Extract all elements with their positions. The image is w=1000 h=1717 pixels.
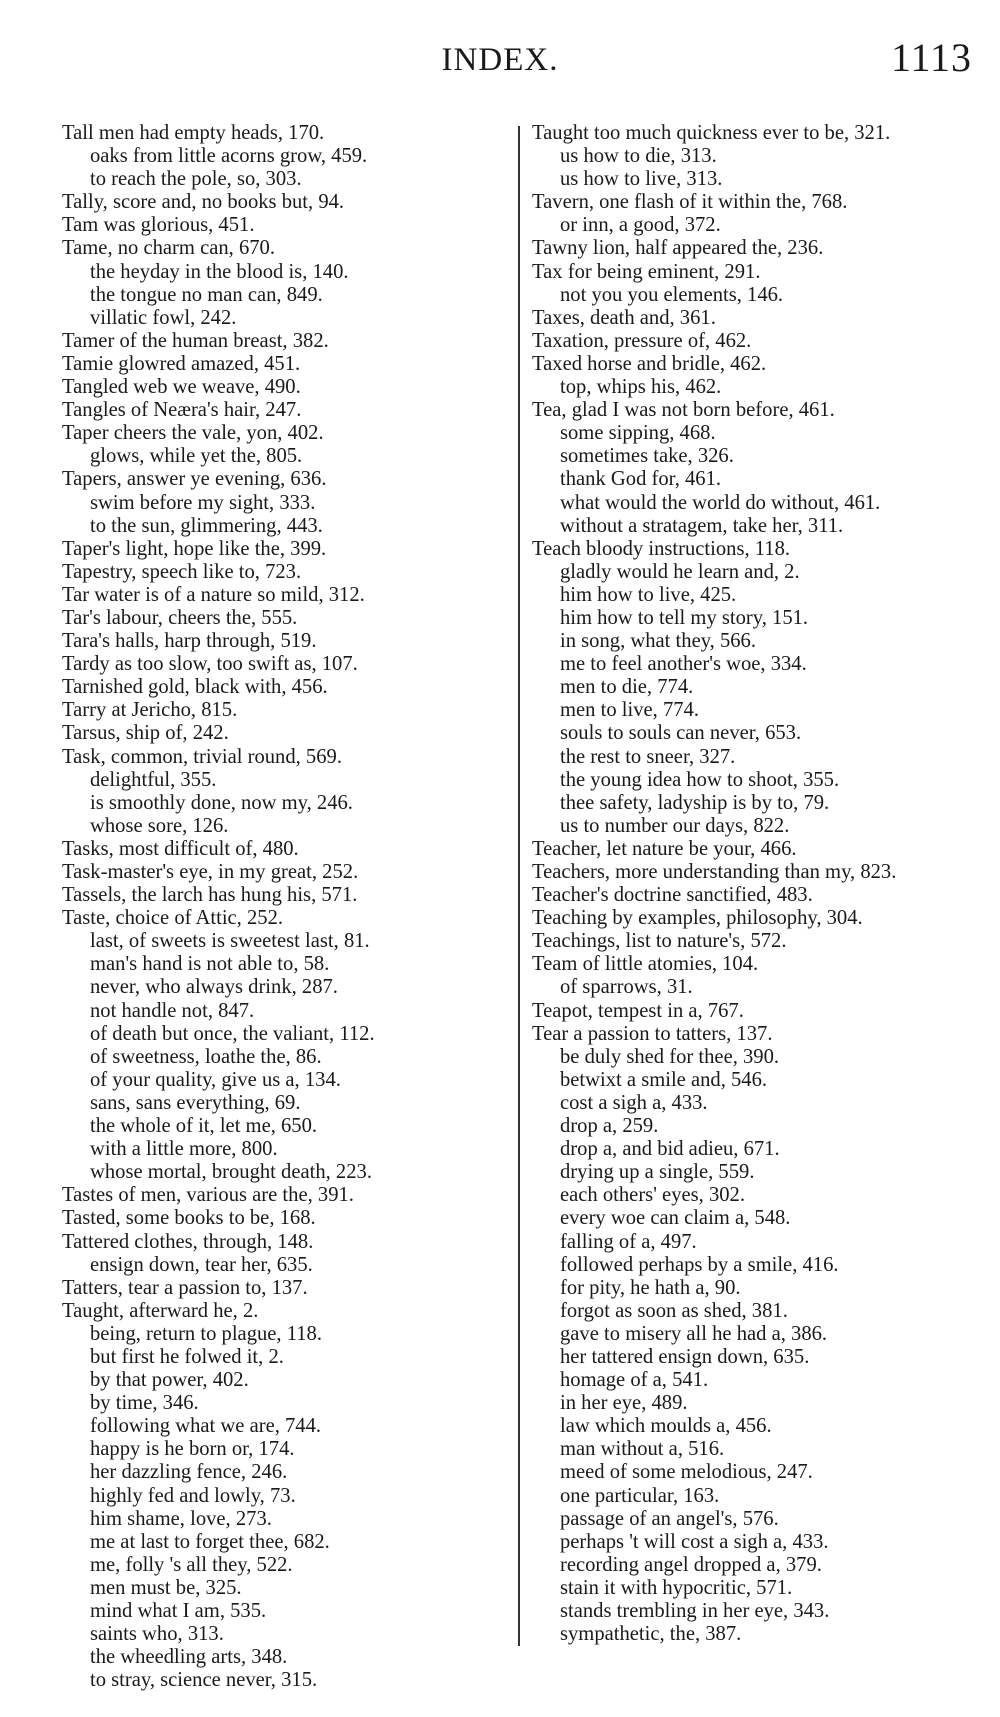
index-subentry: man's hand is not able to, 58. [90,953,330,976]
index-entry: Tar's labour, cheers the, 555. [62,606,298,629]
index-subentry: me to feel another's woe, 334. [560,653,807,676]
index-entry: Tavern, one flash of it within the, 768. [532,191,848,214]
index-entry: Teacher's doctrine sanctified, 483. [532,884,813,907]
index-entry: Tapestry, speech like to, 723. [62,560,302,583]
index-subentry: souls to souls can never, 653. [560,722,802,745]
index-entry: Teacher, let nature be your, 466. [532,837,797,860]
index-subentry: is smoothly done, now my, 246. [90,791,353,814]
index-subentry: the rest to sneer, 327. [560,745,736,768]
index-subentry: her dazzling fence, 246. [90,1461,288,1484]
index-entry: Taxed horse and bridle, 462. [532,352,767,375]
index-subentry: sometimes take, 326. [560,445,734,468]
index-subentry: drop a, 259. [560,1115,659,1138]
index-subentry: me at last to forget thee, 682. [90,1530,330,1553]
index-subentry: sympathetic, the, 387. [560,1623,742,1646]
index-subentry: us how to live, 313. [560,168,723,191]
index-subentry: him how to tell my story, 151. [560,606,809,629]
index-subentry: but first he folwed it, 2. [90,1345,284,1368]
index-entry: Taxes, death and, 361. [532,306,716,329]
index-entry: Taxation, pressure of, 462. [532,329,752,352]
index-subentry: following what we are, 744. [90,1415,322,1438]
page-number: 1113 [890,35,972,80]
index-subentry: gave to misery all he had a, 386. [560,1322,828,1345]
page-header [0,34,1000,86]
index-entry: Tarry at Jericho, 815. [62,699,238,722]
index-subentry: stain it with hypocritic, 571. [560,1576,793,1599]
index-subentry: each others' eyes, 302. [560,1184,745,1207]
index-subentry: homage of a, 541. [560,1369,709,1392]
index-subentry: every woe can claim a, 548. [560,1207,791,1230]
index-entry: Tall men had empty heads, 170. [62,122,325,144]
index-entry: Tam was glorious, 451. [62,214,255,237]
index-entry: Tangles of Neæra's hair, 247. [62,399,302,422]
index-entry: Teapot, tempest in a, 767. [532,999,744,1022]
index-entry: Taste, choice of Attic, 252. [62,907,284,930]
index-entry: Taught too much quickness ever to be, 321. [532,122,891,144]
index-subentry: followed perhaps by a smile, 416. [560,1253,839,1276]
index-subentry: by that power, 402. [90,1369,249,1392]
index-entry: Taper's light, hope like the, 399. [62,537,327,560]
index-subentry: one particular, 163. [560,1484,720,1507]
index-entry: Tally, score and, no books but, 94. [62,191,345,214]
index-entry: Task, common, trivial round, 569. [62,745,342,768]
index-entry: Tatters, tear a passion to, 137. [62,1276,308,1299]
index-subentry: in song, what they, 566. [560,630,757,653]
index-subentry: stands trembling in her eye, 343. [560,1600,830,1622]
index-subentry: villatic fowl, 242. [90,306,237,329]
index-subentry: top, whips his, 462. [560,376,722,399]
index-subentry: saints who, 313. [90,1623,224,1646]
index-subentry: her tattered ensign down, 635. [560,1345,810,1368]
index-subentry: in her eye, 489. [560,1392,688,1415]
index-subentry: me, folly 's all they, 522. [90,1553,293,1576]
index-entry: Tattered clothes, through, 148. [62,1230,314,1253]
index-subentry: being, return to plague, 118. [90,1322,323,1345]
index-subentry: some sipping, 468. [560,422,716,445]
index-entry: Tara's halls, harp through, 519. [62,630,317,653]
index-entry: Tangled web we weave, 490. [62,376,301,399]
index-subentry: the young idea how to shoot, 355. [560,768,840,791]
index-subentry: by time, 346. [90,1392,199,1415]
index-entry: Tar water is of a nature so mild, 312. [62,583,365,606]
index-subentry: drop a, and bid adieu, 671. [560,1138,780,1161]
index-subentry: not handle not, 847. [90,999,255,1022]
index-subentry: us to number our days, 822. [560,814,790,837]
index-entry: Teach bloody instructions, 118. [532,537,791,560]
index-subentry: law which moulds a, 456. [560,1415,772,1438]
index-subentry: to reach the pole, so, 303. [90,168,302,191]
index-subentry: be duly shed for thee, 390. [560,1045,780,1068]
index-entry: Tardy as too slow, too swift as, 107. [62,653,358,676]
index-subentry: or inn, a good, 372. [560,214,721,237]
index-subentry: thank God for, 461. [560,468,722,491]
index-subentry: without a stratagem, take her, 311. [560,514,844,537]
index-subentry: not you you elements, 146. [560,283,784,306]
index-subentry: us how to die, 313. [560,145,717,168]
index-column-right [532,122,972,1646]
index-subentry: perhaps 't will cost a sigh a, 433. [560,1530,829,1553]
index-subentry: swim before my sight, 333. [90,491,316,514]
index-subentry: to stray, science never, 315. [90,1669,318,1692]
index-subentry: last, of sweets is sweetest last, 81. [90,930,370,953]
index-subentry: men to die, 774. [560,676,694,699]
index-subentry: whose mortal, brought death, 223. [90,1161,372,1184]
index-subentry: what would the world do without, 461. [560,491,881,514]
index-entry: Taper cheers the vale, yon, 402. [62,422,324,445]
index-subentry: glows, while yet the, 805. [90,445,303,468]
index-entry: Tamie glowred amazed, 451. [62,352,301,375]
index-subentry: him shame, love, 273. [90,1507,272,1530]
index-subentry: the tongue no man can, 849. [90,283,323,306]
index-subentry: never, who always drink, 287. [90,976,338,999]
index-entry: Teaching by examples, philosophy, 304. [532,907,863,930]
index-entry: Tea, glad I was not born before, 461. [532,399,835,422]
index-subentry: oaks from little acorns grow, 459. [90,145,368,168]
index-subentry: betwixt a smile and, 546. [560,1068,768,1091]
index-subentry: man without a, 516. [560,1438,725,1461]
index-subentry: men to live, 774. [560,699,699,722]
index-entry: Teachings, list to nature's, 572. [532,930,787,953]
index-subentry: meed of some melodious, 247. [560,1461,813,1484]
index-entry: Teachers, more understanding than my, 823. [532,861,897,883]
column-divider [518,126,520,1646]
index-subentry: happy is he born or, 174. [90,1438,295,1461]
index-entry: Tawny lion, half appeared the, 236. [532,237,824,260]
index-subentry: with a little more, 800. [90,1138,278,1161]
index-subentry: of sparrows, 31. [560,976,693,999]
index-subentry: delightful, 355. [90,768,217,791]
index-subentry: of sweetness, loathe the, 86. [90,1045,322,1068]
index-subentry: the heyday in the blood is, 140. [90,260,349,283]
index-entry: Tasks, most difficult of, 480. [62,837,299,860]
index-entry: Tarnished gold, black with, 456. [62,676,328,699]
index-subentry: cost a sigh a, 433. [560,1091,708,1114]
index-entry: Tassels, the larch has hung his, 571. [62,884,358,907]
index-entry: Tamer of the human breast, 382. [62,329,329,352]
index-subentry: the wheedling arts, 348. [90,1646,288,1669]
index-subentry: whose sore, 126. [90,814,229,837]
index-column-left [62,122,517,1692]
index-entry: Task-master's eye, in my great, 252. [62,861,359,883]
index-subentry: drying up a single, 559. [560,1161,755,1184]
index-entry: Tapers, answer ye evening, 636. [62,468,327,491]
index-subentry: men must be, 325. [90,1576,242,1599]
index-subentry: passage of an angel's, 576. [560,1507,779,1530]
index-subentry: falling of a, 497. [560,1230,697,1253]
index-subentry: forgot as soon as shed, 381. [560,1299,788,1322]
index-entry: Tame, no charm can, 670. [62,237,275,260]
index-entry: Tax for being eminent, 291. [532,260,761,283]
index-subentry: the whole of it, let me, 650. [90,1115,318,1138]
index-entry: Tasted, some books to be, 168. [62,1207,316,1230]
index-subentry: mind what I am, 535. [90,1600,267,1622]
index-subentry: sans, sans everything, 69. [90,1091,301,1114]
index-subentry: of death but once, the valiant, 112. [90,1022,375,1045]
index-subentry: thee safety, ladyship is by to, 79. [560,791,830,814]
index-subentry: of your quality, give us a, 134. [90,1068,341,1091]
index-subentry: him how to live, 425. [560,583,737,606]
index-entry: Tarsus, ship of, 242. [62,722,229,745]
index-subentry: highly fed and lowly, 73. [90,1484,296,1507]
index-subentry: to the sun, glimmering, 443. [90,514,323,537]
page-title: INDEX. [441,42,559,78]
index-subentry: gladly would he learn and, 2. [560,560,800,583]
index-entry: Tear a passion to tatters, 137. [532,1022,773,1045]
index-subentry: recording angel dropped a, 379. [560,1553,822,1576]
index-entry: Tastes of men, various are the, 391. [62,1184,354,1207]
index-entry: Team of little atomies, 104. [532,953,759,976]
index-subentry: for pity, he hath a, 90. [560,1276,741,1299]
index-subentry: ensign down, tear her, 635. [90,1253,313,1276]
index-entry: Taught, afterward he, 2. [62,1299,259,1322]
